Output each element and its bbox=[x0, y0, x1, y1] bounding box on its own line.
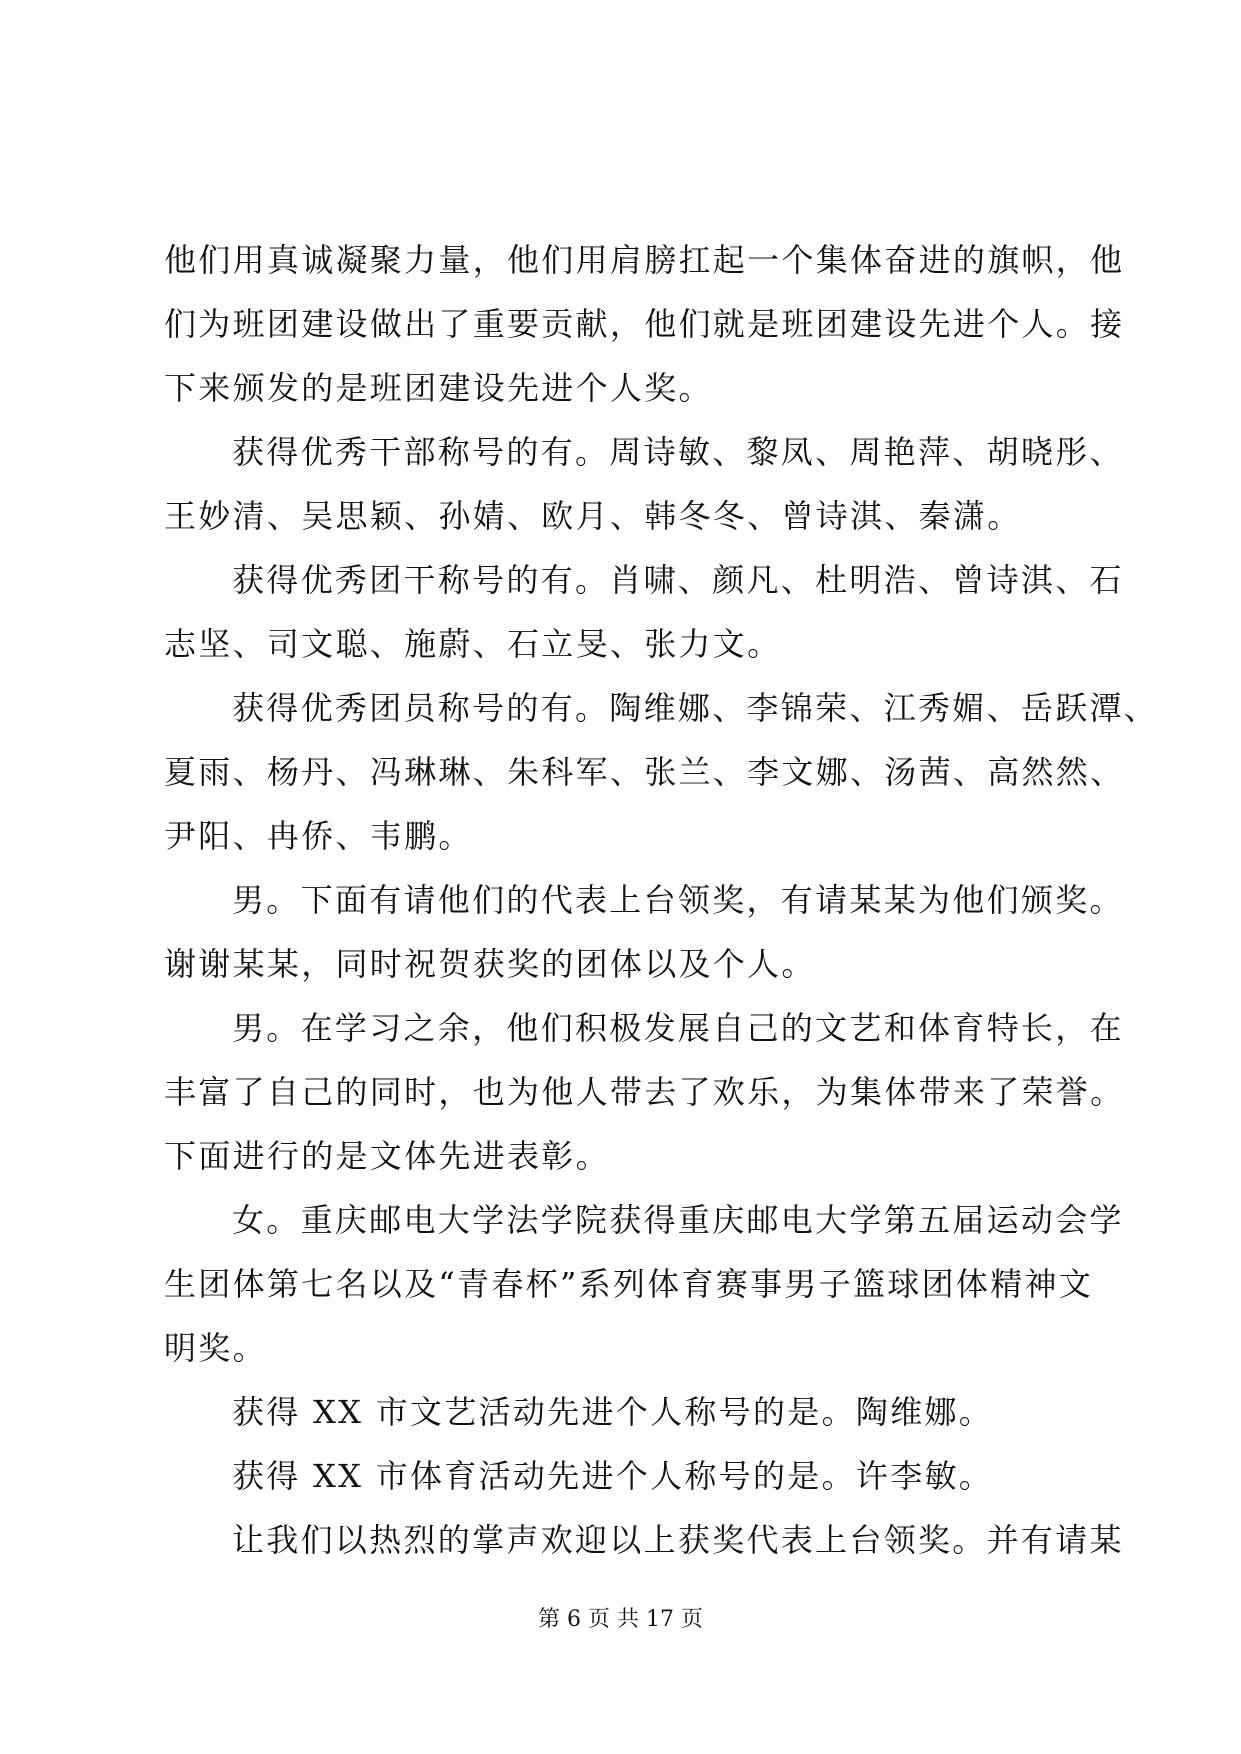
text-line: 获得 XX 市文艺活动先进个人称号的是。陶维娜。 bbox=[232, 1393, 994, 1431]
text-line: 夏雨、杨丹、冯琳琳、朱科军、张兰、李文娜、汤茜、高然然、 bbox=[164, 753, 1125, 791]
text-line: 志坚、司文聪、施蔚、石立旻、张力文。 bbox=[164, 625, 782, 663]
page-footer: 第 6 页 共 17 页 bbox=[538, 1607, 703, 1632]
text-line: 获得 XX 市体育活动先进个人称号的是。许李敏。 bbox=[232, 1457, 994, 1495]
text-line: 尹阳、冉侨、韦鹏。 bbox=[164, 817, 473, 855]
text-line: 生团体第七名以及“青春杯”系列体育赛事男子篮球团体精神文 bbox=[164, 1265, 1094, 1303]
text-line: 获得优秀团员称号的有。陶维娜、李锦荣、江秀媚、岳跃潭、 bbox=[232, 689, 1159, 727]
text-line: 男。在学习之余，他们积极发展自己的文艺和体育特长，在 bbox=[232, 1009, 1124, 1047]
text-line: 男。下面有请他们的代表上台领奖，有请某某为他们颁奖。 bbox=[232, 881, 1124, 919]
text-line: 获得优秀团干称号的有。肖啸、颜凡、杜明浩、曾诗淇、石 bbox=[232, 561, 1124, 599]
text-line: 王妙清、吴思颖、孙婧、欧月、韩冬冬、曾诗淇、秦潇。 bbox=[164, 497, 1022, 535]
text-line: 谢谢某某，同时祝贺获奖的团体以及个人。 bbox=[164, 945, 816, 983]
text-line: 他们用真诚凝聚力量，他们用肩膀扛起一个集体奋进的旗帜，他 bbox=[164, 241, 1125, 279]
document-body bbox=[164, 228, 1159, 1572]
text-line: 下面进行的是文体先进表彰。 bbox=[164, 1137, 610, 1175]
text-line: 丰富了自己的同时，也为他人带去了欢乐，为集体带来了荣誉。 bbox=[164, 1073, 1125, 1111]
text-line: 明奖。 bbox=[164, 1329, 267, 1367]
text-line: 们为班团建设做出了重要贡献，他们就是班团建设先进个人。接 bbox=[164, 305, 1125, 343]
text-line: 获得优秀干部称号的有。周诗敏、黎凤、周艳萍、胡晓彤、 bbox=[232, 433, 1124, 471]
text-line: 让我们以热烈的掌声欢迎以上获奖代表上台领奖。并有请某 bbox=[232, 1521, 1124, 1559]
text-line: 下来颁发的是班团建设先进个人奖。 bbox=[164, 369, 713, 407]
text-line: 女。重庆邮电大学法学院获得重庆邮电大学第五届运动会学 bbox=[232, 1201, 1124, 1239]
